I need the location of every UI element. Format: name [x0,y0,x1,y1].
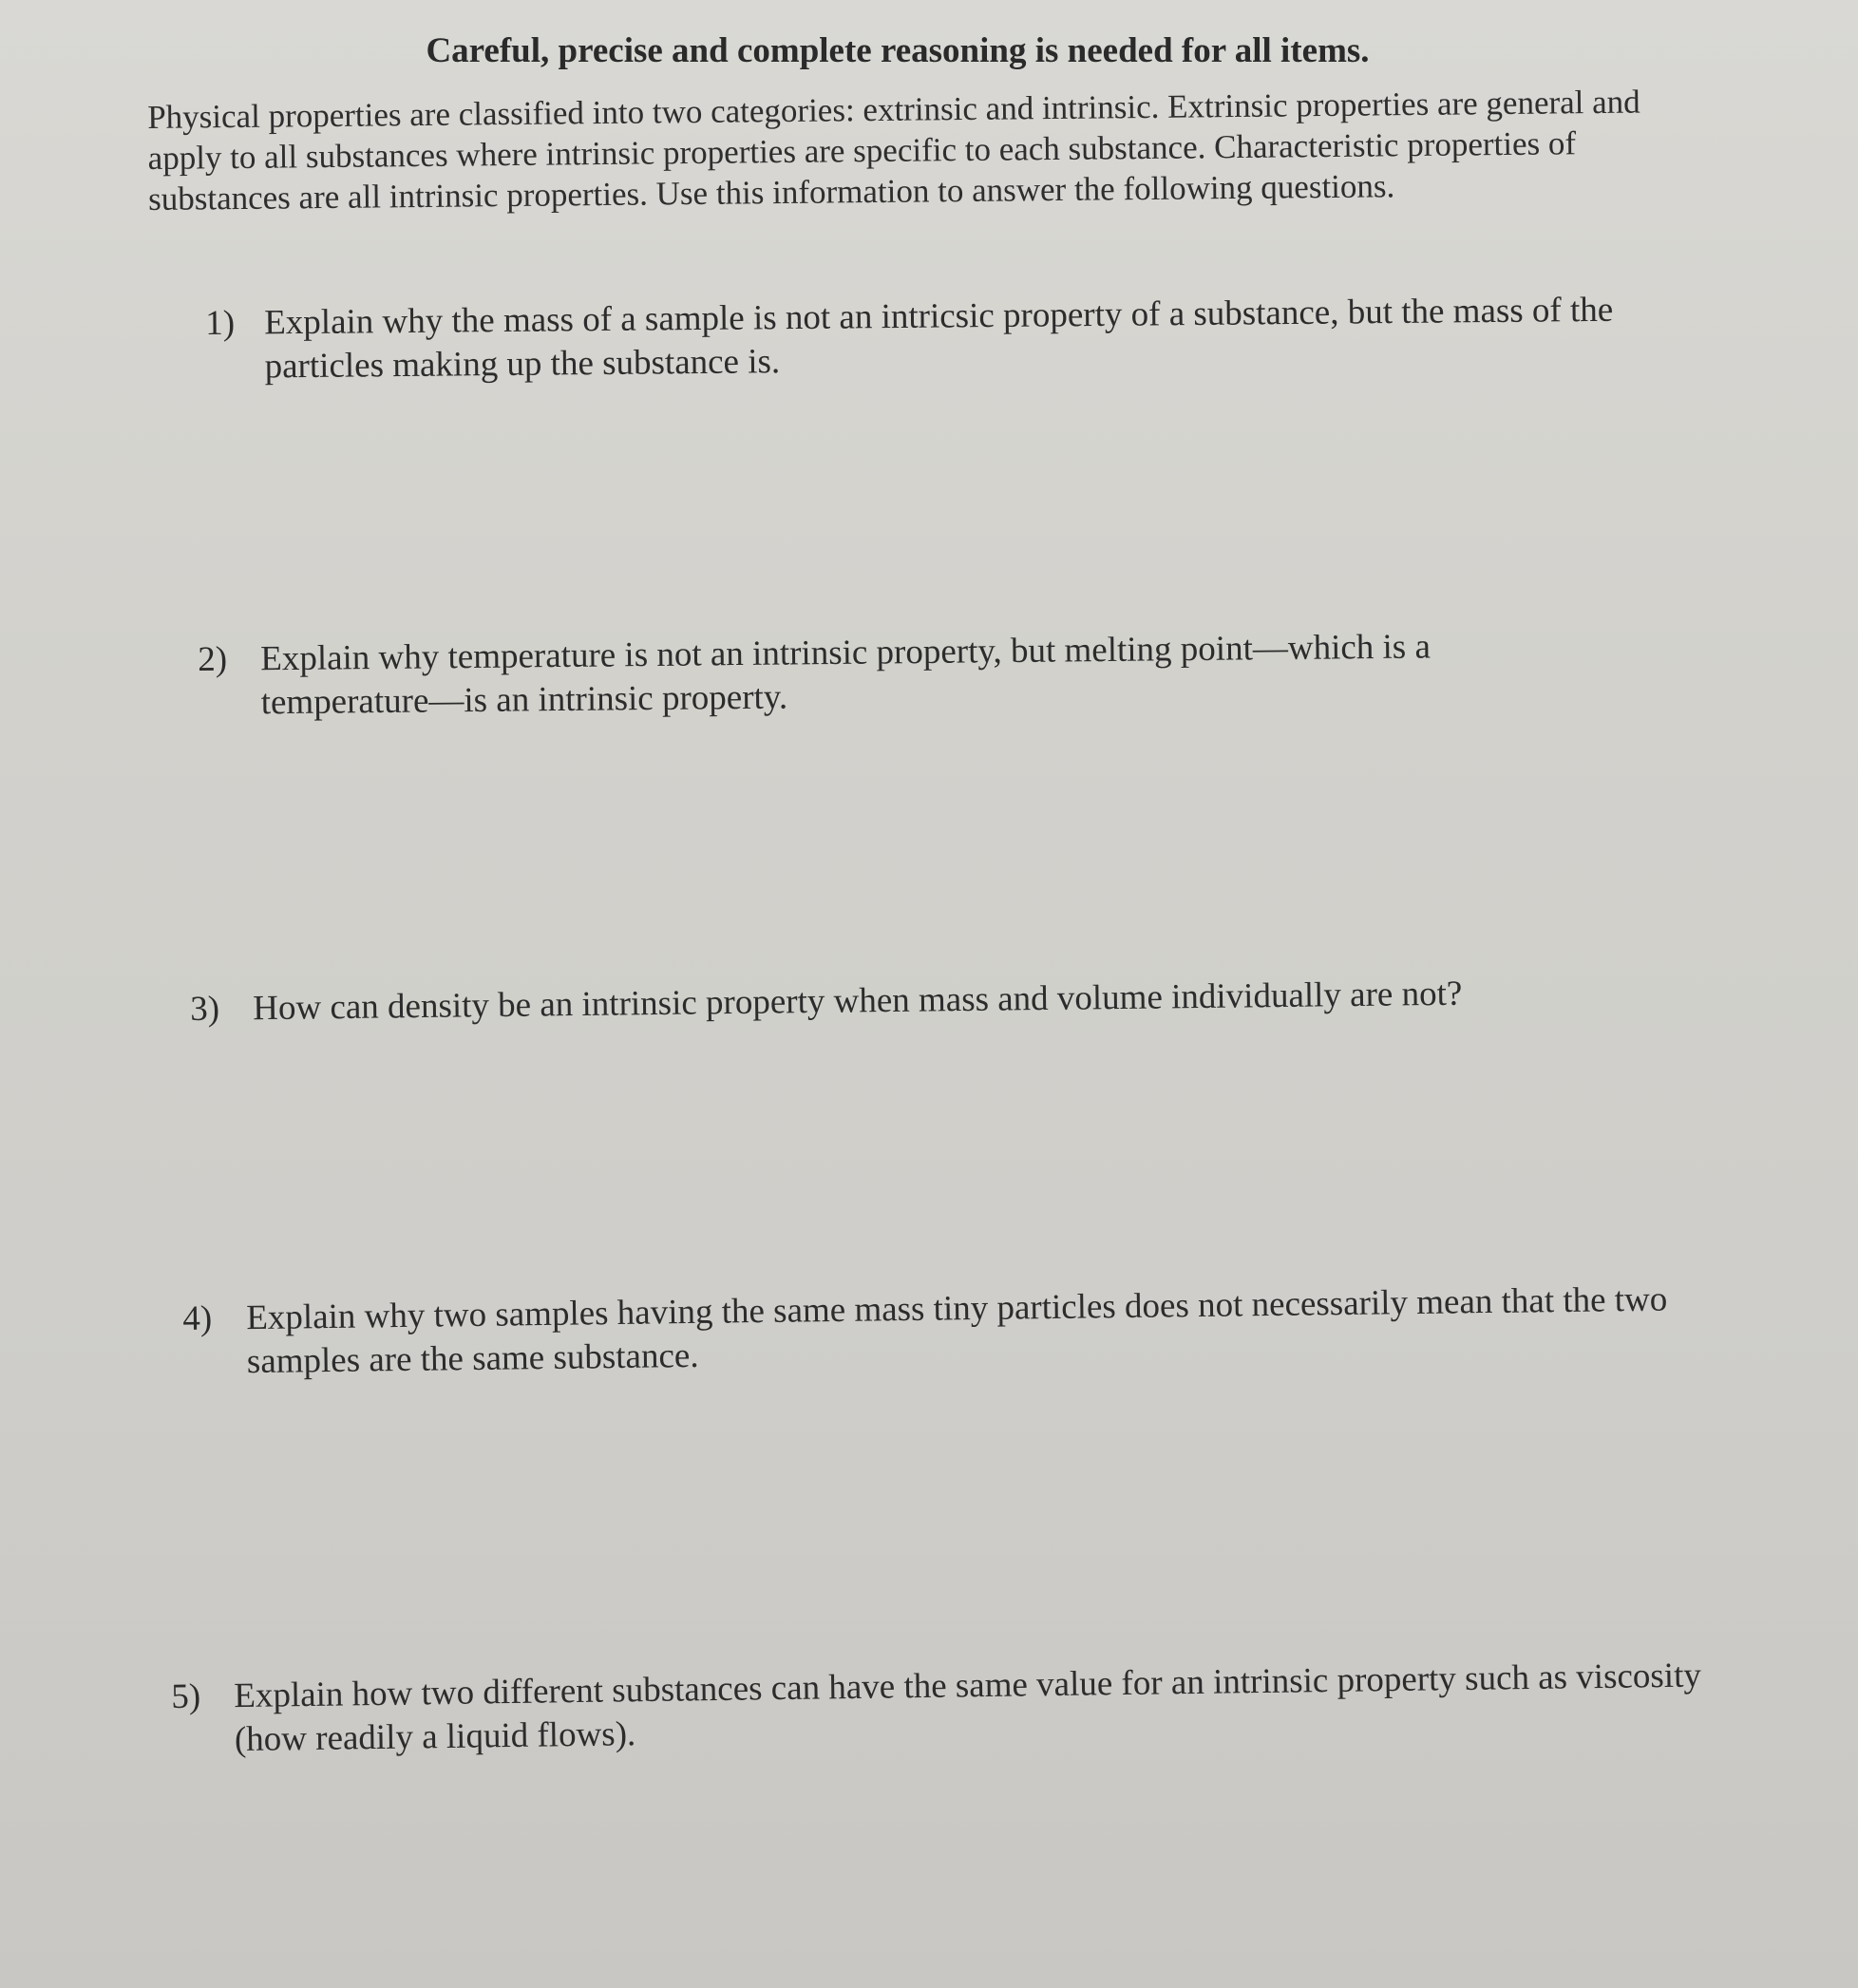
question-number: 2) [198,639,228,679]
worksheet-heading: Careful, precise and complete reasoning is needed for all items. [426,31,1370,70]
question-number: 3) [190,989,220,1029]
question-number: 5) [171,1676,201,1716]
question-number: 1) [205,303,236,343]
question-3 [190,970,1634,1032]
question-text: Explain why the mass of a sample is not an intricsic property of a substance, but the mass of the particles making up the substance is. [264,290,1614,387]
question-2 [198,624,1557,726]
question-1 [205,288,1650,389]
intro-paragraph: Physical properties are classified into two categories: extrinsic and intrinsic. Extrinsic properties are general and apply to all substances where intrinsic properties are specific to each substance. Characteristic properties of substances are all intrinsic properties. Use this information to answer the following questions. [147,83,1640,218]
question-text: Explain why temperature is not an intrinsic property, but melting point—which is a temperature—is an intrinsic property. [260,627,1431,723]
question-5 [171,1654,1730,1763]
question-number: 4) [182,1298,213,1338]
question-text: Explain why two samples having the same mass tiny particles does not necessarily mean that the two samples are the same substance. [246,1279,1668,1382]
question-text: Explain how two different substances can have the same value for an intrinsic property such as viscosity (how readily a liquid flows). [234,1656,1702,1760]
question-text: How can density be an intrinsic property when mass and volume individually are not? [253,974,1463,1029]
question-4 [182,1278,1703,1385]
